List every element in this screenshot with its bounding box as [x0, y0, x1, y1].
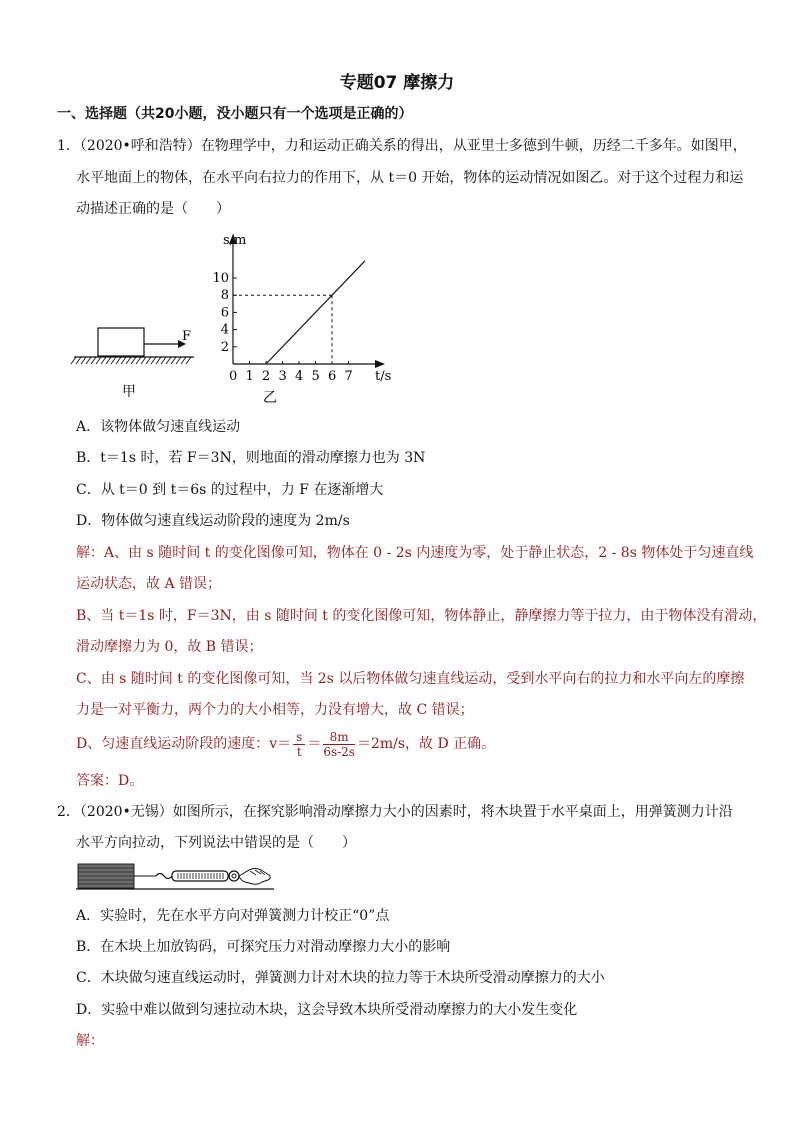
q1-answer: 答案：D。: [76, 773, 144, 789]
q1-solution-line-6: 力是一对平衡力，两个力的大小相等，力没有增大，故 C 错误；: [76, 702, 474, 718]
hand-icon: [239, 869, 270, 885]
y-axis-label: s/m: [223, 233, 247, 248]
hatch-mark: [141, 357, 146, 364]
q1-option-b[interactable]: B．t＝1s 时，若 F＝3N，则地面的滑动摩擦力也为 3N: [76, 450, 426, 466]
q1-solution-line-2: 运动状态，故 A 错误；: [76, 576, 222, 592]
q1-option-d[interactable]: D．物体做匀速直线运动阶段的速度为 2m/s: [76, 513, 350, 529]
x-tick-label: 4: [295, 369, 304, 384]
q2-option-b[interactable]: B．在木块上加放钩码，可探究压力对滑动摩擦力大小的影响: [76, 939, 451, 955]
hatch-mark: [176, 357, 181, 364]
hatch-mark: [146, 357, 151, 364]
hatch-mark: [111, 357, 116, 364]
hatch-mark: [186, 357, 191, 364]
x-axis-label: t/s: [375, 369, 392, 384]
fraction-values: [323, 730, 355, 759]
force-label: F: [182, 329, 192, 344]
page-title: 专题07 摩擦力: [339, 73, 455, 93]
wooden-block: [78, 864, 134, 888]
q1-stem-line-1: 1．（2020•呼和浩特）在物理学中，力和运动正确关系的得出，从亚里士多德到牛顿，历经二千多年。如图甲，: [57, 138, 747, 154]
q1-stem-line-3: 动描述正确的是（ ）: [76, 201, 230, 217]
q2-solution-label: 解：: [76, 1033, 104, 1049]
frac2-denominator: 6s-2s: [323, 744, 355, 759]
hatch-mark: [86, 357, 91, 364]
figure-jia-label: 甲: [122, 384, 136, 400]
q1-stem-line-2: 水平地面上的物体，在水平向右拉力的作用下，从 t＝0 开始，物体的运动情况如图乙。对于这个过程力和运: [76, 170, 744, 186]
block: [98, 328, 144, 356]
y-tick-label: 6: [220, 305, 229, 321]
hatch-mark: [116, 357, 121, 364]
hatch-mark: [136, 357, 141, 364]
q1-solution-line-5: C、由 s 随时间 t 的变化图像可知，当 2s 以后物体做匀速直线运动，受到水平向右的拉力和水平向左的摩擦: [76, 671, 745, 687]
x-tick-label: 7: [344, 369, 353, 384]
hook: [156, 874, 172, 879]
figure-yi-label: 乙: [263, 390, 277, 406]
hatch-mark: [126, 357, 131, 364]
q1-solution-line-d: [76, 728, 495, 760]
hatch-mark: [131, 357, 136, 364]
hatch-mark: [161, 357, 166, 364]
y-tick-label: 8: [220, 288, 229, 304]
x-tick-label: 1: [245, 369, 254, 384]
x-tick-label: 5: [311, 369, 320, 384]
hatch-mark: [76, 357, 81, 364]
hatch-mark: [71, 357, 76, 364]
figure-spring-scale: [74, 862, 284, 898]
figure-yi-graph: [205, 228, 405, 406]
q1-solution-line-3: B、当 t＝1s 时，F＝3N，由 s 随时间 t 的变化图像可知，物体静止，静摩擦力等于拉力，由于物体没有滑动，: [76, 608, 767, 624]
y-tick-label: 4: [220, 322, 229, 338]
hatch-mark: [171, 357, 176, 364]
hatch-mark: [91, 357, 96, 364]
x-tick-label: 0: [229, 369, 238, 384]
hatch-mark: [166, 357, 171, 364]
frac1-denominator: t: [296, 744, 302, 759]
section-heading: 一、选择题（共20小题，没小题只有一个选项是正确的）: [57, 106, 413, 122]
q1-solution-line-1: 解：A、由 s 随时间 t 的变化图像可知，物体在 0 - 2s 内速度为零，处于静止状态，2 - 8s 物体处于匀速直线: [76, 545, 754, 561]
figure-jia: [70, 320, 200, 400]
q2-option-a[interactable]: A．实验时，先在水平方向对弹簧测力计校正“0”点: [76, 908, 390, 924]
q2-option-c[interactable]: C．木块做匀速直线运动时，弹簧测力计对木块的拉力等于木块所受滑动摩擦力的大小: [76, 970, 605, 986]
y-tick-label: 2: [220, 339, 229, 355]
sol-d-prefix: D、匀速直线运动阶段的速度：v＝: [76, 736, 292, 752]
q2-option-d[interactable]: D．实验中难以做到匀速拉动木块，这会导致木块所受滑动摩擦力的大小发生变化: [76, 1002, 578, 1018]
sol-d-suffix: ＝2m/s，故 D 正确。: [356, 736, 496, 752]
hatch-mark: [81, 357, 86, 364]
q1-solution-line-4: 滑动摩擦力为 0，故 B 错误；: [76, 639, 263, 655]
hatch-mark: [156, 357, 161, 364]
spring-scale-ring: [229, 871, 239, 881]
hatch-mark: [96, 357, 101, 364]
equals-sign: ＝: [307, 736, 322, 752]
q2-stem-line-2: 水平方向拉动，下列说法中错误的是（ ）: [76, 835, 356, 851]
frac2-numerator: 8m: [323, 730, 355, 745]
y-tick-label: 10: [212, 271, 229, 286]
x-tick-label: 6: [328, 369, 337, 384]
q1-option-a[interactable]: A．该物体做匀速直线运动: [76, 419, 241, 435]
x-axis-arrow: [375, 360, 385, 368]
q1-option-c[interactable]: C．从 t＝0 到 t＝6s 的过程中，力 F 在逐渐增大: [76, 482, 384, 498]
hatch-mark: [181, 357, 186, 364]
hatch-mark: [101, 357, 106, 364]
hatch-mark: [151, 357, 156, 364]
x-tick-label: 2: [262, 369, 271, 384]
hatch-mark: [121, 357, 126, 364]
q2-stem-line-1: 2．（2020•无锡）如图所示，在探究影响滑动摩擦力大小的因素时，将木块置于水平桌面上，用弹簧测力计沿: [57, 804, 733, 820]
hatch-mark: [106, 357, 111, 364]
x-tick-label: 3: [278, 369, 287, 384]
fraction-s-over-t: [293, 730, 305, 759]
ground-hatch: [71, 357, 191, 364]
frac1-numerator: s: [293, 730, 305, 745]
series-line: [266, 261, 365, 364]
